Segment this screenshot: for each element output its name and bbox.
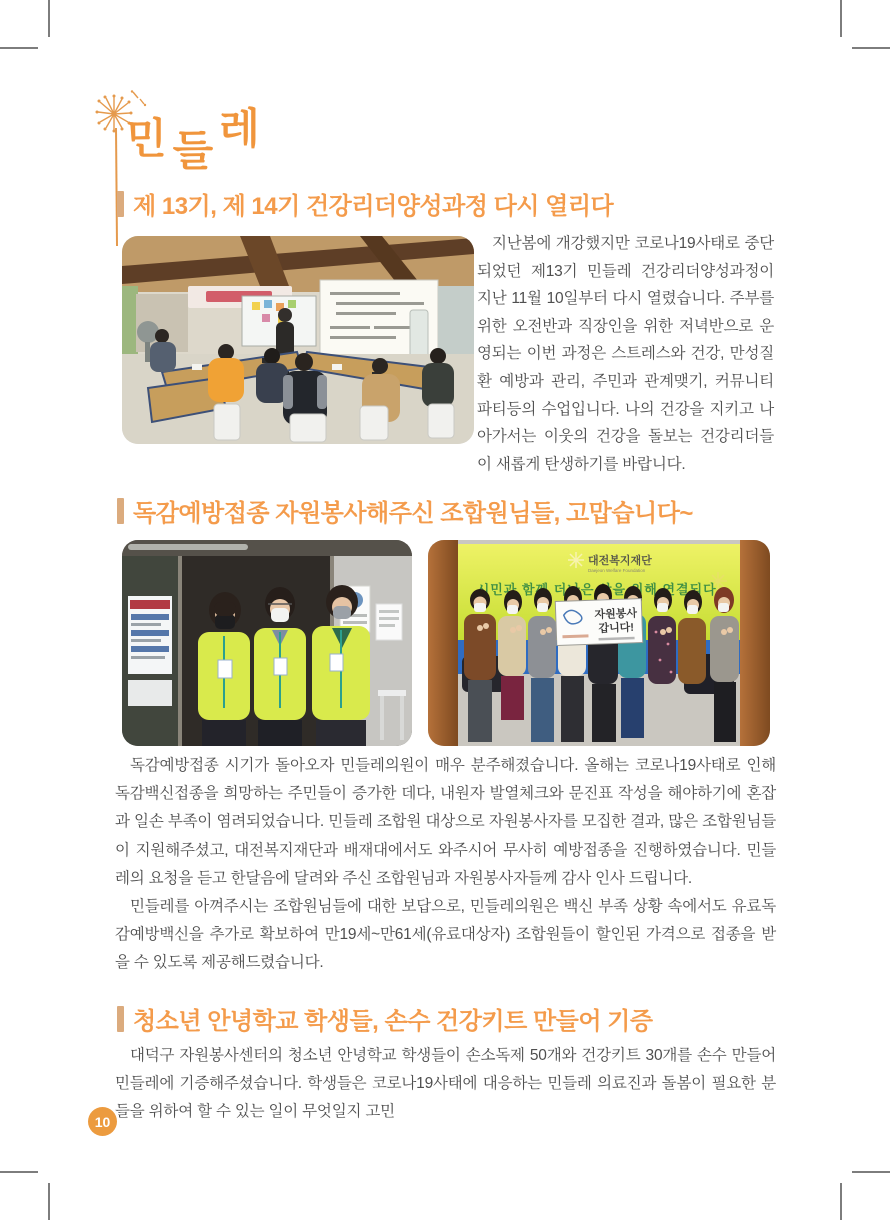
logo-char-1: 민 (126, 115, 168, 162)
mindeulle-logo (92, 90, 312, 250)
page-number-badge: 10 (88, 1107, 117, 1136)
section-2-heading-text: 독감예방접종 자원봉사해주신 조합원님들, 고맙습니다~ (133, 500, 693, 527)
volunteer-sign (555, 599, 642, 646)
crop-mark-bottom-right-h (852, 1171, 890, 1173)
sign-line-2: 갑니다! (598, 621, 635, 636)
crop-mark-bottom-left-v (48, 1183, 50, 1220)
crop-mark-top-left-h (0, 47, 38, 49)
logo-char-3: 레 (219, 105, 261, 152)
crop-mark-top-right-h (852, 47, 890, 49)
photo-welfare-foundation-group (428, 540, 770, 746)
crop-mark-top-right-v (840, 0, 842, 37)
banner-org-name-en: Daejeon Welfare Foundation (588, 568, 646, 573)
photo-health-leader-class (122, 236, 474, 444)
crop-mark-bottom-left-h (0, 1171, 38, 1173)
classroom-photo-illustration (122, 236, 474, 444)
section-2-paragraph-1: 독감예방접종 시기가 돌아오자 민들레의원이 매우 분주해졌습니다. 올해는 코로나19사태로 인해 독감백신접종을 희망하는 주민들이 증가한 데다, 내원자 발열체크와 문진표 작성을 해야하기에 혼잡과 일손 부족이 염려되었습니다. 민들레 조합원 대상으로 자원봉사자를 모집한 결과, 많은 조합원님들이 지원해주셨고, 대전복지재단과 배재대에서도 와주시어 무사히 예방접종을 진행하였습니다. 민들레의 요청을 듣고 한달음에 달려와 주신 조합원님과 자원봉사자들께 감사 인사 드립니다. (115, 757, 776, 887)
heading-accent-bar (117, 191, 124, 217)
heading-accent-bar (117, 1006, 124, 1032)
section-2-paragraph-2: 민들레를 아껴주시는 조합원님들에 대한 보답으로, 민들레의원은 백신 부족 상황 속에서도 유료독감예방백신을 추가로 확보하여 만19세~만61세(유료대상자) 조합원들이 할인된 가격으로 접종을 받을 수 있도록 제공해드렸습니다. (115, 898, 776, 972)
logo-char-2: 들 (172, 127, 215, 174)
sign-line-1: 자원봉사 (594, 607, 638, 622)
section-1-heading (117, 186, 613, 221)
banner-slogan: 시민과 함께 삶을 위해 연결되다. (476, 582, 722, 597)
section-1-heading-text: 제 13기, 제 14기 건강리더양성과정 다시 열리다 (133, 193, 614, 220)
section-3-paragraph: 대덕구 자원봉사센터의 청소년 안녕학교 학생들이 손소독제 50개와 건강키트 30개를 손수 만들어 민들레에 기증해주셨습니다. 학생들은 코로나19사태에 대응하는 민들레 의료진과 돌봄이 필요한 분들을 위하여 할 수 있는 일이 무엇일지 고민 (115, 1047, 776, 1121)
section-3-body (115, 1042, 776, 1127)
section-2-body (115, 752, 776, 978)
banner-org-name: 대전복지재단 (588, 555, 652, 567)
section-3-heading-text: 청소년 안녕학교 학생들, 손수 건강키트 만들어 기증 (133, 1008, 653, 1035)
crop-mark-top-left-v (48, 0, 50, 37)
foundation-photo-illustration (428, 540, 770, 746)
section-2-heading (117, 493, 693, 528)
section-3-heading (117, 1001, 653, 1036)
heading-accent-bar (117, 498, 124, 524)
section-1-body (477, 230, 774, 478)
crop-mark-bottom-right-v (840, 1183, 842, 1220)
photo-flu-volunteers (122, 540, 412, 746)
logo-wordmark (126, 98, 261, 174)
volunteers-photo-illustration (122, 540, 412, 746)
section-1-paragraph: 지난봄에 개강했지만 코로나19사태로 중단되었던 제13기 민들레 건강리더양성과정이 지난 11월 10일부터 다시 열렸습니다. 주부를 위한 오전반과 직장인을 위한 저녁반으로 운영되는 이번 과정은 스트레스와 건강, 만성질환 예방과 관리, 주민과 관계맺기, 커뮤니티 파티등의 수업입니다. 나의 건강을 지키고 나아가서는 이웃의 건강을 돌보는 건강리더들이 새롭게 탄생하기를 바랍니다. (477, 235, 774, 473)
